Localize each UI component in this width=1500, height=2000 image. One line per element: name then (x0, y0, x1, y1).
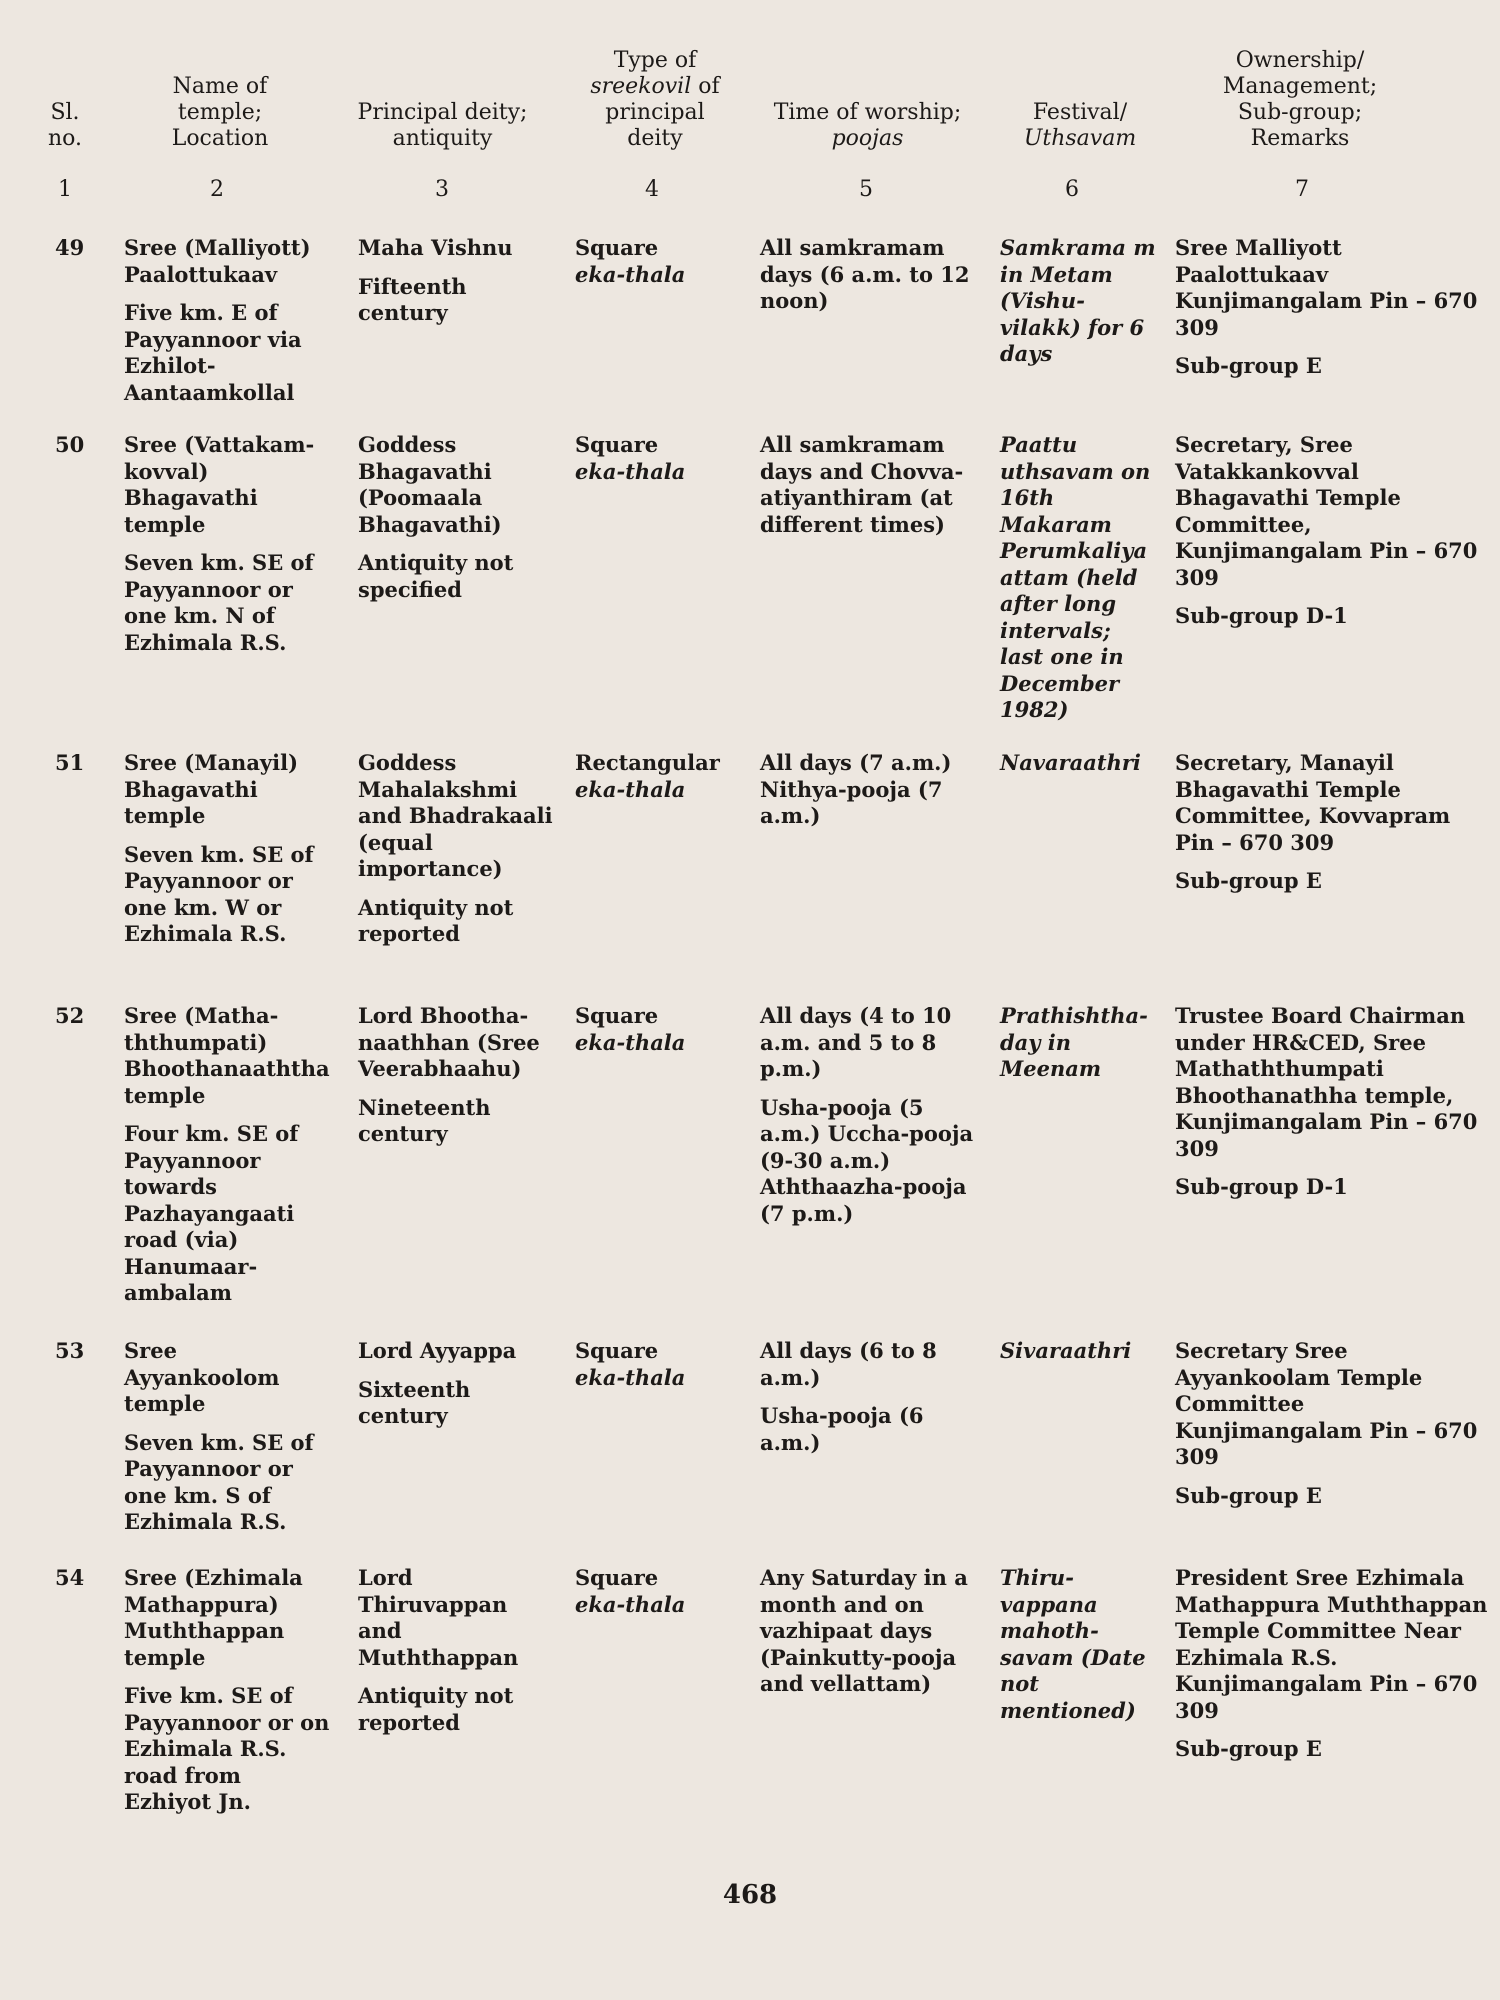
ownership: Secretary Sree Ayyankoolam Temple Committee Kunjimangalam Pin – 670 309 (1175, 1338, 1478, 1469)
antiquity: Sixteenth century (358, 1376, 471, 1428)
festival: Thiru-vappana mahoth-savam (Date not mentioned) (1000, 1565, 1146, 1723)
worship-time: All days (4 to 10 a.m. and 5 to 8 p.m.) (760, 1003, 952, 1081)
sreekovil-shape: Square (575, 1003, 659, 1028)
header-principal-deity: Principal deity; antiquity (357, 100, 528, 151)
deity-cell (358, 1003, 558, 1160)
column-number: 7 (1295, 177, 1309, 202)
header-type-prefix: Type of (613, 48, 697, 73)
ownership: Trustee Board Chairman under HR&CED, Sree Mathaththumpati Bhoothanathha temple, Kunjimangalam Pin – 670 309 (1175, 1003, 1478, 1161)
header-festival-prefix: Festival/ (1032, 100, 1128, 125)
festival-cell (1000, 1565, 1160, 1736)
festival: Sivaraathri (1000, 1338, 1132, 1363)
ownership: Secretary, Manayil Bhagavathi Temple Committee, Kovvapram Pin – 670 309 (1175, 750, 1451, 855)
ownership-cell (1175, 432, 1495, 642)
worship-time-cell (760, 1565, 985, 1710)
deity-cell (358, 1338, 558, 1442)
temple-name: Sree (Ezhimala Mathappura) Muththappan temple (124, 1565, 303, 1670)
worship-time-cell (760, 750, 985, 842)
temple-name-cell (124, 235, 334, 418)
sreekovil-thala: eka-thala (575, 1029, 686, 1055)
subgroup: Sub-group E (1175, 868, 1322, 893)
subgroup: Sub-group D-1 (1175, 603, 1348, 628)
antiquity: Antiquity not reported (358, 894, 514, 946)
header-name-location: Name of temple; Location (171, 74, 269, 151)
page-number: 468 (722, 1880, 778, 1910)
poojas: Usha-pooja (6 a.m.) (760, 1403, 924, 1455)
column-number: 2 (210, 177, 224, 202)
subgroup: Sub-group E (1175, 353, 1322, 378)
worship-time-cell (760, 1003, 985, 1239)
ownership-cell (1175, 235, 1495, 392)
temple-name: Sree Ayyankoolom temple (124, 1338, 280, 1416)
column-number: 6 (1065, 177, 1079, 202)
worship-time: All samkramam days and Chovva-atiyanthiram (at different times) (760, 432, 964, 537)
temple-name-cell (124, 432, 334, 668)
worship-time: All days (6 to 8 a.m.) (760, 1338, 937, 1390)
temple-name: Sree (Malliyott) Paalottukaav (124, 235, 311, 287)
header-time-of-worship (760, 100, 975, 152)
deity-name: Maha Vishnu (358, 235, 513, 260)
worship-time-cell (760, 235, 985, 327)
worship-time-cell (760, 1338, 985, 1468)
row-sl-no: 53 (55, 1338, 85, 1363)
temple-name-cell (124, 1003, 334, 1319)
deity-name: Lord Thiruvappan and Muththappan (358, 1565, 519, 1670)
temple-location: Seven km. SE of Payyannoor or one km. S of Ezhimala R.S. (124, 1429, 314, 1534)
header-festival (1005, 100, 1155, 152)
temple-name-cell (124, 1338, 334, 1548)
antiquity: Antiquity not reported (358, 1683, 514, 1735)
ownership: President Sree Ezhimala Mathappura Muththappan Temple Committee Near Ezhimala R.S. Kunjimangalam Pin – 670 309 (1175, 1565, 1488, 1723)
column-number: 3 (435, 177, 449, 202)
header-sreekovil-type (575, 48, 735, 152)
sreekovil-thala: eka-thala (575, 458, 686, 484)
sreekovil-type-cell (575, 1565, 735, 1618)
ownership: Sree Malliyott Paalottukaav Kunjimangalam Pin – 670 309 (1175, 235, 1478, 340)
festival-cell (1000, 750, 1160, 789)
sreekovil-thala: eka-thala (575, 776, 686, 802)
temple-location: Five km. E of Payyannoor via Ezhilot-Aantaamkollal (124, 300, 302, 405)
column-number: 5 (859, 177, 873, 202)
subgroup: Sub-group D-1 (1175, 1174, 1348, 1199)
header-time-prefix: Time of worship; (773, 100, 962, 125)
row-sl-no: 52 (55, 1003, 85, 1028)
sreekovil-thala: eka-thala (575, 1591, 686, 1617)
sreekovil-type-cell (575, 1003, 735, 1056)
deity-cell (358, 235, 558, 339)
temple-name: Sree (Vattakam-kovval) Bhagavathi temple (124, 432, 315, 537)
ownership-cell (1175, 1338, 1495, 1521)
header-time-italic: poojas (831, 126, 904, 151)
temple-name-cell (124, 1565, 334, 1828)
worship-time: All days (7 a.m.) Nithya-pooja (7 a.m.) (760, 750, 952, 828)
temple-name: Sree (Matha-ththumpati) Bhoothanaaththa temple (124, 1003, 330, 1108)
sreekovil-shape: Rectangular (575, 750, 720, 775)
sreekovil-type-cell (575, 235, 735, 288)
sreekovil-thala: eka-thala (575, 261, 686, 287)
festival: Prathishtha-day in Meenam (1000, 1003, 1148, 1081)
row-sl-no: 54 (55, 1565, 85, 1590)
antiquity: Nineteenth century (358, 1094, 491, 1146)
header-festival-italic: Uthsavam (1023, 126, 1137, 151)
temple-location: Seven km. SE of Payyannoor or one km. W or Ezhimala R.S. (124, 841, 314, 946)
sreekovil-shape: Square (575, 1565, 659, 1590)
festival-cell (1000, 432, 1160, 736)
deity-cell (358, 432, 558, 615)
worship-time-cell (760, 432, 985, 550)
subgroup: Sub-group E (1175, 1482, 1322, 1508)
deity-name: Goddess Bhagavathi (Poomaala Bhagavathi) (358, 432, 502, 537)
temple-location: Seven km. SE of Payyannoor or one km. N of Ezhimala R.S. (124, 550, 314, 655)
temple-name-cell (124, 750, 334, 960)
ownership-cell (1175, 1565, 1495, 1775)
temple-name: Sree (Manayil) Bhagavathi temple (124, 750, 299, 828)
deity-name: Lord Bhootha-naathhan (Sree Veerabhaahu) (358, 1003, 540, 1081)
sreekovil-type-cell (575, 432, 735, 485)
ownership: Secretary, Sree Vatakkankovval Bhagavathi Temple Committee, Kunjimangalam Pin – 670 309 (1175, 432, 1478, 590)
temple-location: Five km. SE of Payyannoor or on Ezhimala R.S. road from Ezhiyot Jn. (124, 1683, 330, 1814)
ownership-cell (1175, 750, 1495, 907)
antiquity: Antiquity not specified (358, 550, 514, 602)
subgroup: Sub-group E (1175, 1736, 1322, 1761)
row-sl-no: 51 (55, 750, 85, 775)
row-sl-no: 49 (55, 235, 85, 260)
sreekovil-type-cell (575, 1338, 735, 1391)
header-type-suffix: of principal deity (605, 74, 720, 151)
festival-cell (1000, 1003, 1160, 1095)
header-ownership: Ownership/ Management; Sub-group; Remarks (1222, 48, 1378, 151)
festival: Paattu uthsavam on 16th Makaram Perumkaliya attam (held after long intervals; last one in December 1982) (1000, 432, 1151, 722)
festival: Samkrama m in Metam (Vishu-vilakk) for 6 days (1000, 235, 1156, 366)
sreekovil-type-cell (575, 750, 735, 803)
antiquity: Fifteenth century (358, 273, 467, 325)
festival-cell (1000, 235, 1160, 380)
worship-time: Any Saturday in a month and on vazhipaat days (Painkutty-pooja and vellattam) (760, 1565, 968, 1696)
sreekovil-shape: Square (575, 235, 659, 260)
sreekovil-thala: eka-thala (575, 1364, 686, 1390)
deity-name: Lord Ayyappa (358, 1338, 517, 1363)
sreekovil-shape: Square (575, 432, 659, 457)
deity-cell (358, 750, 558, 960)
deity-cell (358, 1565, 558, 1748)
festival: Navaraathri (1000, 750, 1141, 775)
sreekovil-shape: Square (575, 1338, 659, 1363)
deity-name: Goddess Mahalakshmi and Bhadrakaali (equal importance) (358, 750, 553, 881)
column-number: 4 (645, 177, 659, 202)
row-sl-no: 50 (55, 432, 85, 457)
worship-time: All samkramam days (6 a.m. to 12 noon) (760, 235, 970, 313)
header-type-italic: sreekovil (590, 74, 692, 99)
ownership-cell (1175, 1003, 1495, 1213)
temple-location: Four km. SE of Payyannoor towards Pazhayangaati road (via) Hanumaar-ambalam (124, 1121, 299, 1305)
column-number: 1 (58, 177, 72, 202)
poojas: Usha-pooja (5 a.m.) Uccha-pooja (9-30 a.m.) Aththaazha-pooja (7 p.m.) (760, 1094, 974, 1226)
header-sl-no: Sl. no. (47, 100, 83, 151)
festival-cell (1000, 1338, 1160, 1377)
